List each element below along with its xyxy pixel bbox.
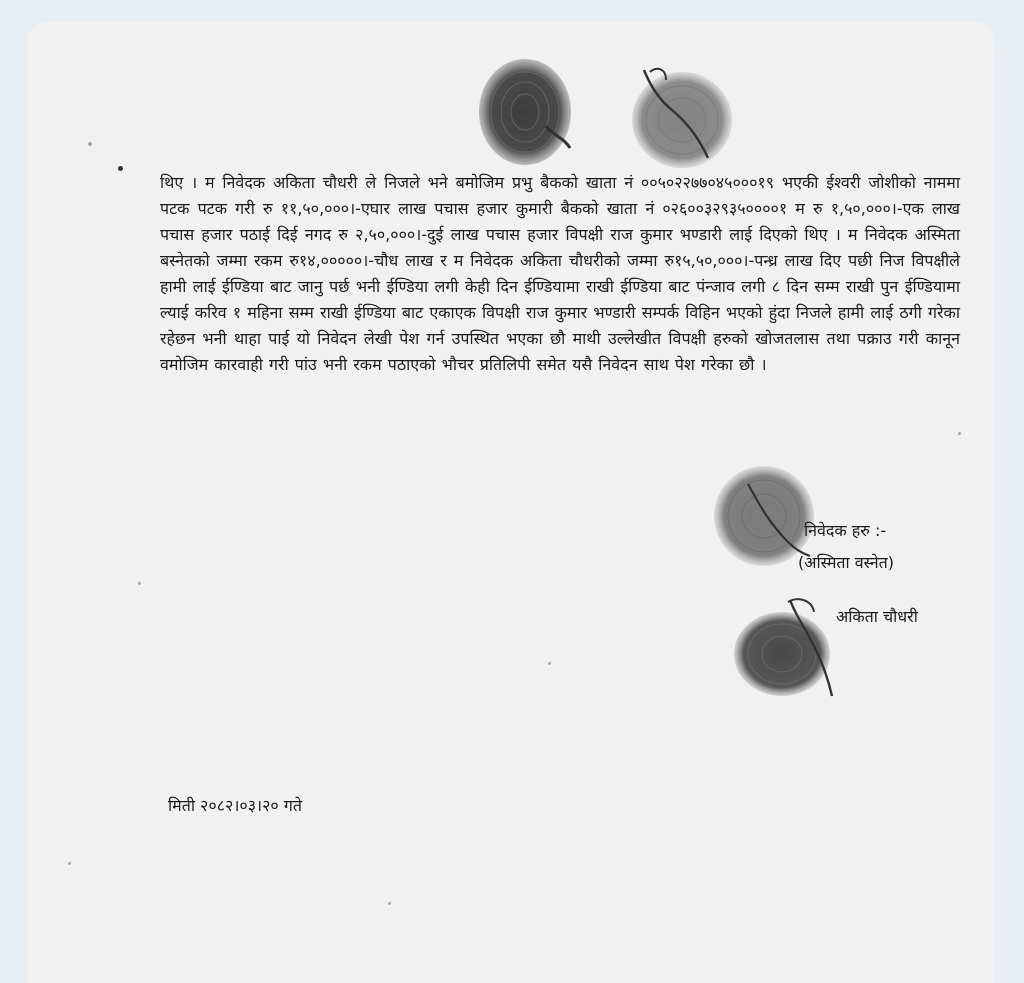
petitioners-heading: निवेदक हरु :- (804, 521, 887, 540)
paper-speck (138, 582, 141, 585)
bullet-dot (118, 166, 123, 171)
petitioner-1-name: (अस्मिता वस्नेत) (798, 553, 895, 572)
paper-speck (88, 142, 92, 146)
thumbprint-left-top (476, 56, 574, 168)
paper-speck (388, 902, 391, 905)
date-line: मिती २०८२।०३।२० गते (168, 796, 302, 815)
paper-speck (958, 432, 961, 435)
thumbprint-petitioner-2 (728, 596, 846, 700)
thumbprint-right-top (622, 62, 734, 170)
petitioner-2-name: अकिता चौधरी (836, 607, 918, 626)
paper-speck (68, 862, 71, 865)
letter-body: थिए । म निवेदक अकिता चौधरी ले निजले भने बमोजिम प्रभु बैकको खाता नं ००५०२२७७०४५०००१९ भएकी ईश्वरी जोशीको नाममा पटक पटक गरी रु ११,५०,०००।-एघार लाख पचास हजार कुमारी बैकको खाता नं ०२६००३२९३५००००१ म रु १,५०,०००।-एक लाख पचास हजार पठाई दिई नगद रु २,५०,०००।-दुई लाख पचास हजार विपक्षी राज कुमार भण्डारी लाई दिएको थिए । म निवेदक अस्मिता बस्नेतको जम्मा रकम रु१४,०००००।-चौध लाख र म निवेदक अकिता चौधरीको जम्मा रु१५,५०,०००।-पन्ध्र लाख दिए पछी निज विपक्षीले हामी लाई ईण्डिया बाट जानु पर्छ भनी ईण्डिया लगी केही दिन ईण्डियामा राखी ईण्डिया बाट पंन्जाव लगी ८ दिन सम्म राखी पुन ईण्डियामा ल्याई करिव १ महिना सम्म राखी ईण्डिया बाट एकाएक विपक्षी राज कुमार भण्डारी सम्पर्क विहिन भएको हुंदा निजले हामी लाई ठगी गरेका रहेछन भनी थाहा पाई यो निवेदन लेखी पेश गर्न उपस्थित भएका छौ माथी उल्लेखीत विपक्षी हरुको खोजतलास तथा पक्राउ गरी कानून वमोजिम कारवाही गरी पांउ भनी रकम पठाएको भौचर प्रतिलिपी समेत यसै निवेदन साथ पेश गरेका छौ । (160, 173, 960, 374)
document-page (28, 22, 994, 983)
paper-speck (548, 662, 551, 665)
